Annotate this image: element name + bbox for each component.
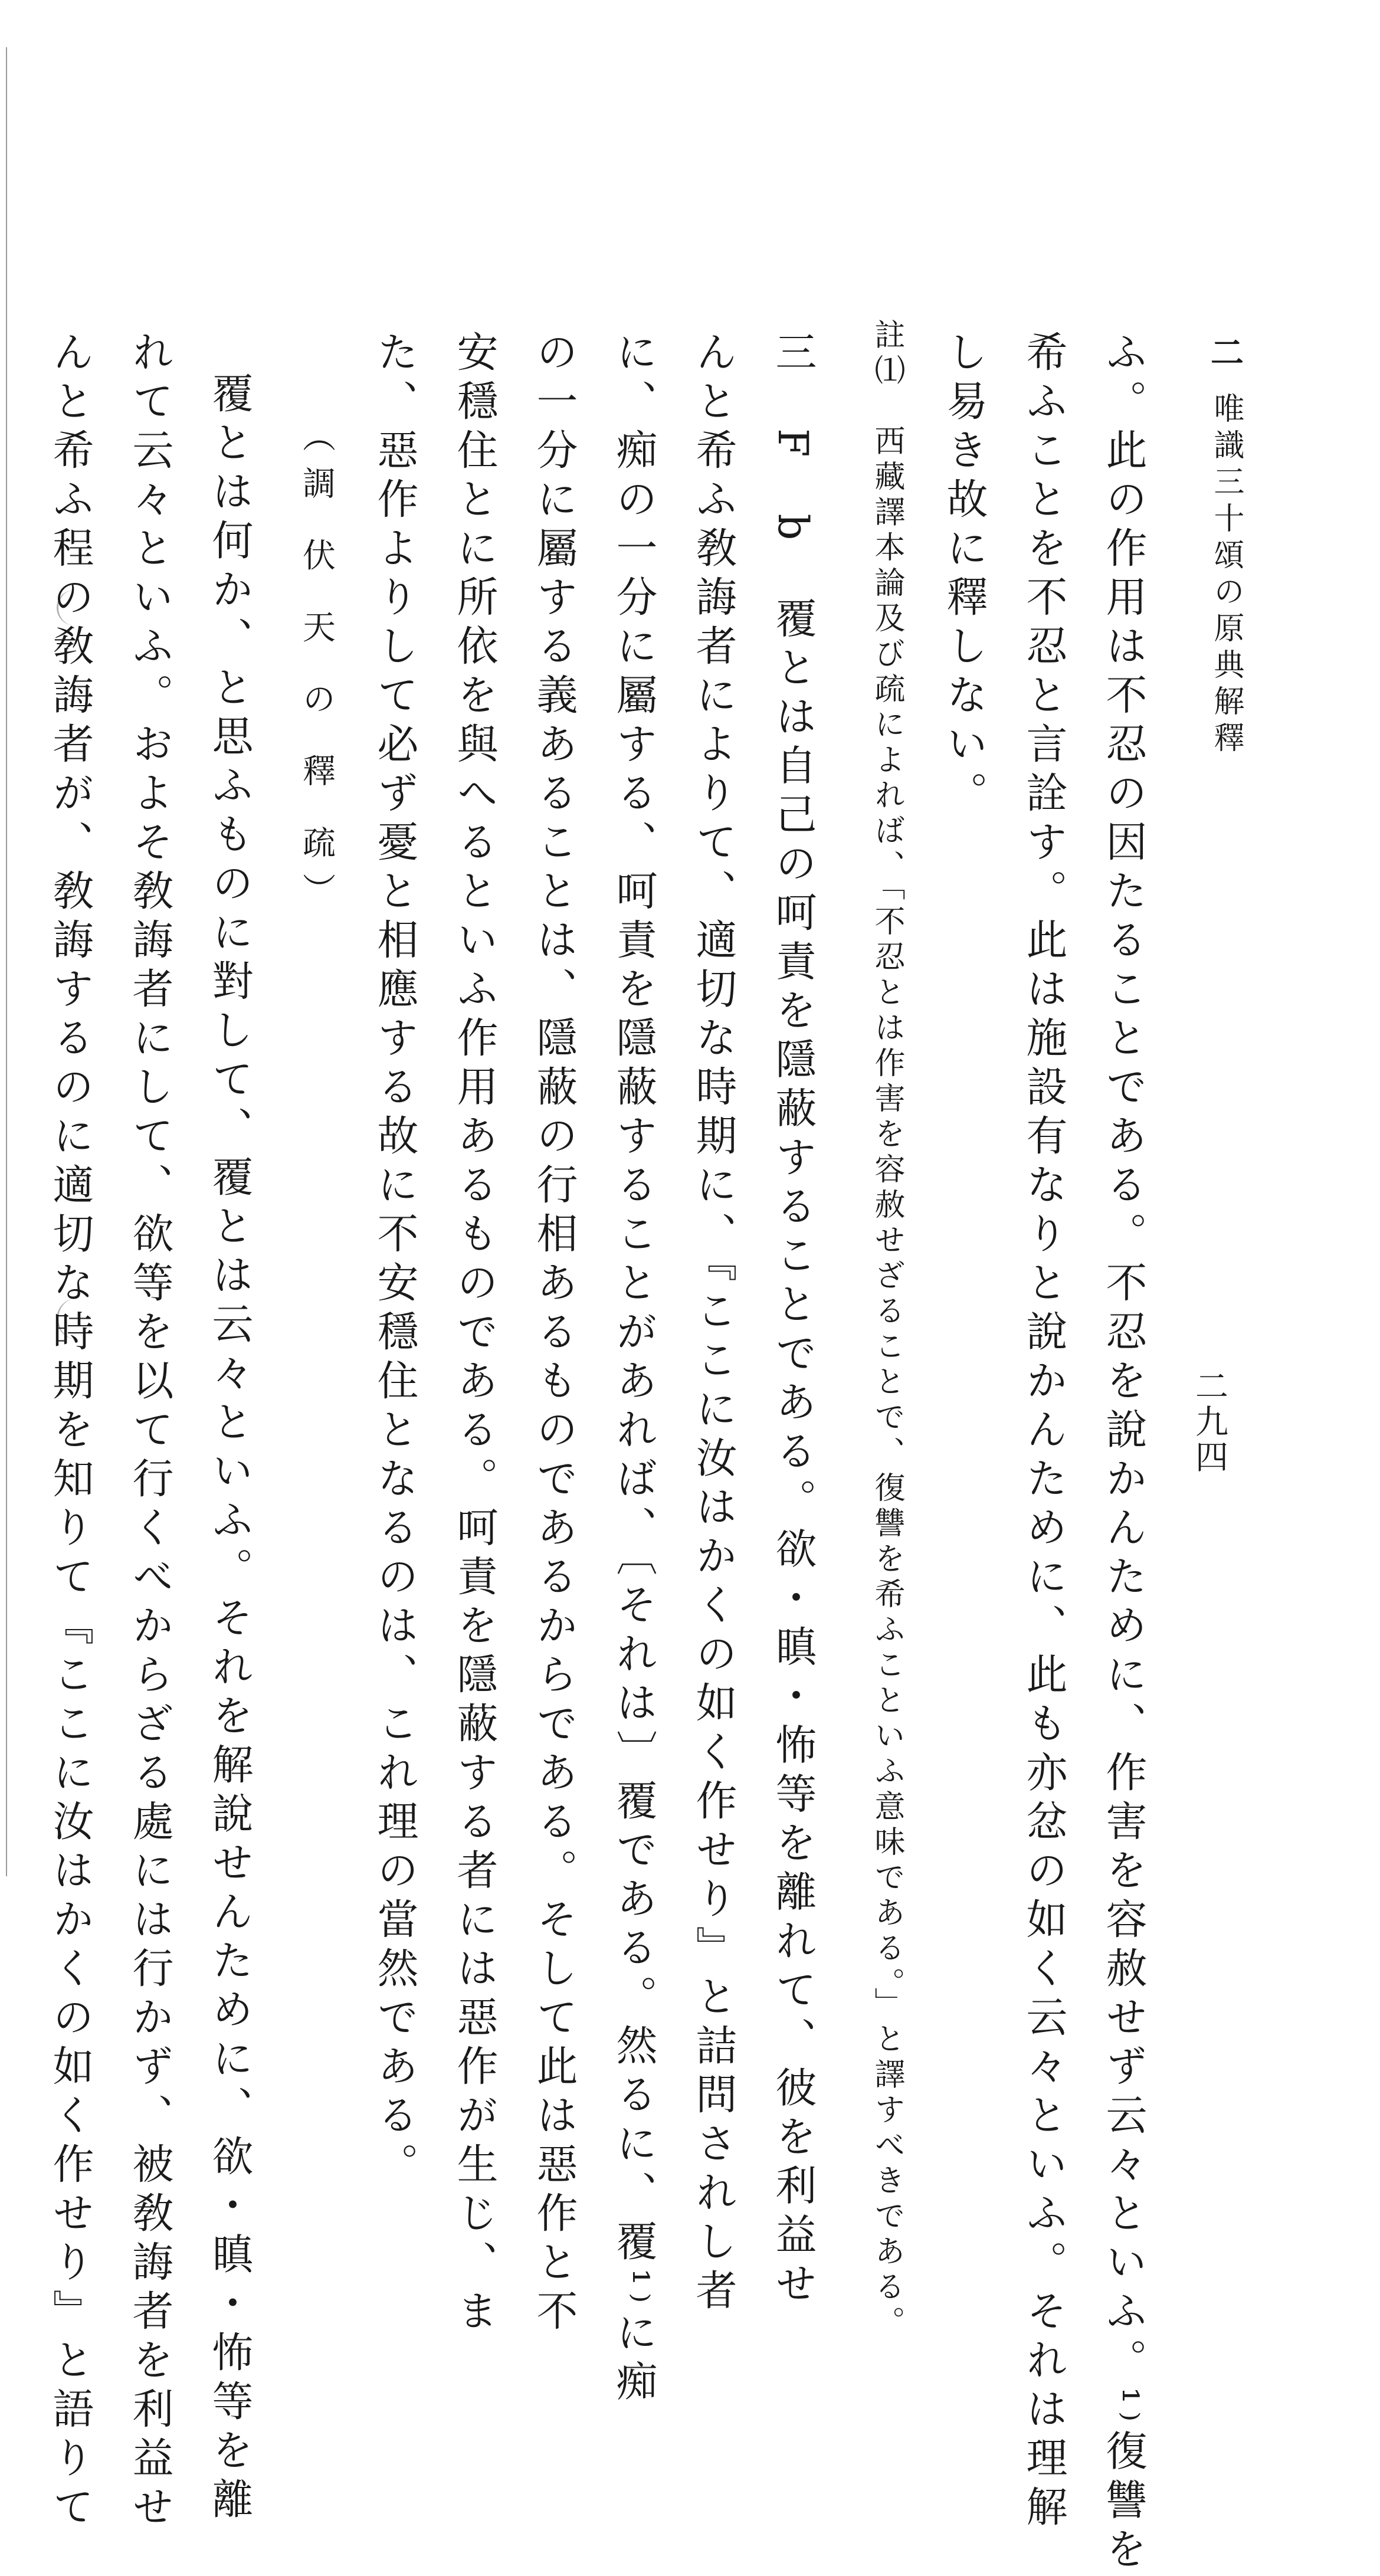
text-column: 三 F b 覆とは自己の呵責を隱蔽することである。欲・瞋・怖等を離れて、彼を利益せ — [769, 330, 817, 2311]
text-column: んと希ふ敎誨者によりて、適切な時期に、『ここに汝はかくの如く作せり』と詰問されし者 — [689, 330, 737, 2318]
text-column: た、惡作よりして必ず憂と相應する故に不安穩住となるのは、これ理の當然である。 — [371, 330, 419, 2191]
page-number: 二九四 — [1190, 1369, 1228, 1475]
text-column: 希ふことを不忍と言詮す。此は施設有なりと說かんために、此も亦忿の如く云々といふ。それは理解 — [1020, 330, 1068, 2534]
running-title: 唯識三十頌の原典解釋 — [1208, 392, 1244, 758]
page-edge-line — [6, 47, 7, 1876]
text-column: れて云々といふ。およそ敎誨者にして、欲等を以て行くべからざる處には行かず、被敎誨者を利益せ — [126, 330, 174, 2534]
footnote: 註⑴ 西藏譯本論及び疏によれば、「不忍とは作害を容赦せざることで、復讐を希ふこといふ意味である。」と譯すべきである。 — [869, 319, 904, 2341]
text-column: の一分に屬する義あることは、隱蔽の行相あるものであるからである。そして此は惡作と不 — [530, 330, 578, 2338]
text-column: 覆とは何か、と思ふものに對して、覆とは云々といふ。それを解說せんために、欲・瞋・怖等を離 — [205, 372, 254, 2526]
section-number: 二 — [1205, 335, 1244, 372]
text-column: し易き故に釋しない。 — [940, 330, 988, 820]
subsection-heading: （調 伏 天 の 釋 疏） — [297, 419, 336, 920]
text-column: んと希ふ程の敎誨者が、敎誨するのに適切な時期を知りて『ここに汝はかくの如く作せり』と語りて — [46, 330, 94, 2534]
text-column: に、痴の一分に屬する、呵責を隱蔽することがあれば、〔それは〕覆である。然るに、覆¹⁾に痴 — [609, 330, 658, 2409]
text-column: 安穩住とに所依を與へるといふ作用あるものである。呵責を隱蔽する者には惡作が生じ、ま — [450, 330, 499, 2338]
text-column: ふ。此の作用は不忍の因たることである。不忍を說かんために、作害を容赦せず云々といふ。¹⁾復讐を — [1099, 330, 1148, 2576]
